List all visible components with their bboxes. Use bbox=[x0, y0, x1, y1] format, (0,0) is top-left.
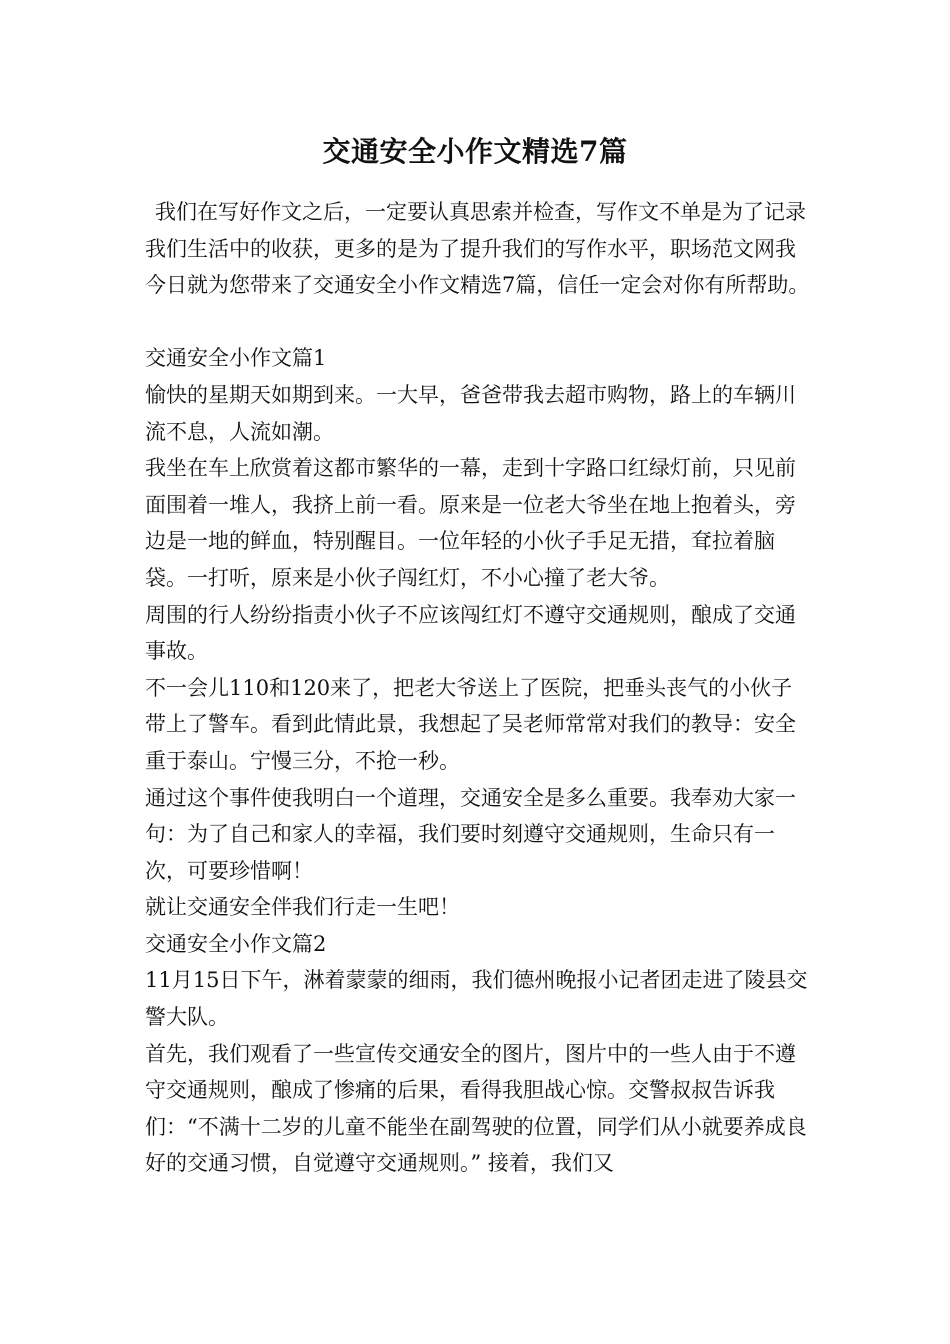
section1-paragraph: 就让交通安全伴我们行走一生吧！ bbox=[145, 895, 460, 920]
section1-paragraph: 通过这个事件使我明白一个道理，交通安全是多么重要。我奉劝大家一句：为了自己和家人的幸福，我们要时刻遵守交通规则，生命只有一次，可要珍惜啊！ bbox=[145, 785, 796, 883]
document-title: 交通安全小作文精选7篇 bbox=[322, 135, 628, 168]
section1-paragraph: 愉快的星期天如期到来。一大早，爸爸带我去超市购物，路上的车辆川流不息，人流如潮。 bbox=[145, 382, 796, 444]
section1-paragraph: 不一会儿110和120来了，把老大爷送上了医院，把垂头丧气的小伙子带上了警车。看到此情此景，我想起了吴老师常常对我们的教导：安全重于泰山。宁慢三分，不抢一秒。 bbox=[145, 675, 796, 773]
document-body bbox=[145, 194, 813, 1182]
paragraph-gap bbox=[145, 304, 813, 341]
section-heading-1: 交通安全小作文篇1 bbox=[145, 346, 327, 371]
intro-paragraph: 我们在写好作文之后，一定要认真思索并检查，写作文不单是为了记录我们生活中的收获，更多的是为了提升我们的写作水平，职场范文网我今日就为您带来了交通安全小作文精选7篇，信任一定会对你有所帮助。 bbox=[145, 200, 810, 298]
section2-paragraph: 11月15日下午，淋着蒙蒙的细雨，我们德州晚报小记者团走进了陵县交警大队。 bbox=[145, 968, 808, 1030]
section-heading-2: 交通安全小作文篇2 bbox=[145, 931, 327, 956]
section2-paragraph: 首先，我们观看了一些宣传交通安全的图片，图片中的一些人由于不遵守交通规则，酿成了惨痛的后果，看得我胆战心惊。交警叔叔告诉我们：“不满十二岁的儿童不能坐在副驾驶的位置，同学们从小就要养成良好的交通习惯，自觉遵守交通规则。” 接着，我们又 bbox=[145, 1041, 807, 1176]
section1-paragraph: 我坐在车上欣赏着这都市繁华的一幕，走到十字路口红绿灯前，只见前面围着一堆人，我挤上前一看。原来是一位老大爷坐在地上抱着头，旁边是一地的鲜血，特别醒目。一位年轻的小伙子手足无措，耷拉着脑袋。一打听，原来是小伙子闯红灯，不小心撞了老大爷。 bbox=[145, 456, 796, 590]
section1-paragraph: 周围的行人纷纷指责小伙子不应该闯红灯不遵守交通规则，酿成了交通事故。 bbox=[145, 602, 796, 664]
